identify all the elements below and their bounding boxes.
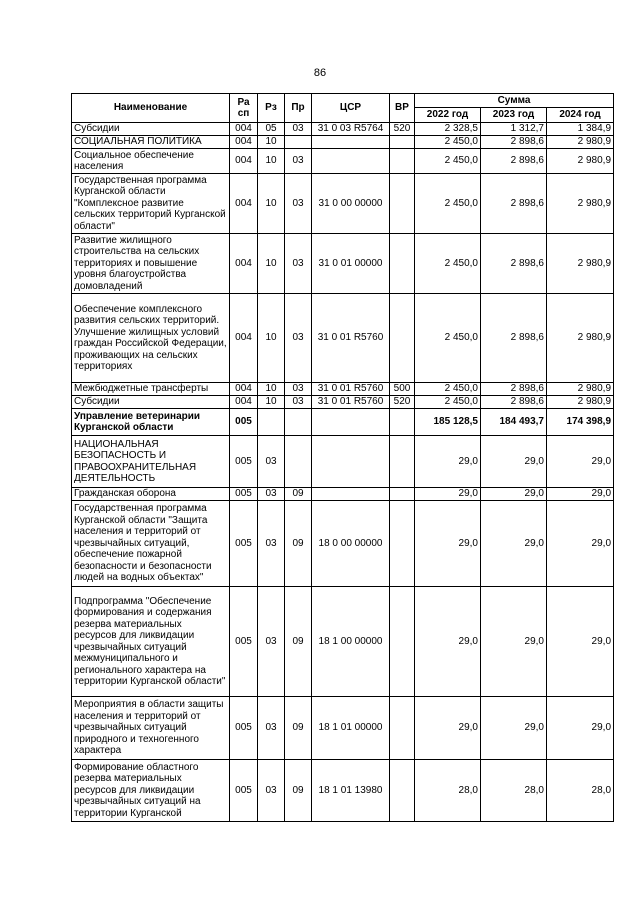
cell-name: Межбюджетные трансферты [72, 383, 230, 396]
cell-rz: 10 [258, 383, 285, 396]
cell-value-2024: 29,0 [547, 587, 614, 697]
cell-value-2022: 29,0 [415, 488, 481, 501]
cell-name: Обеспечение комплексного развития сельских территорий. Улучшение жилищных условий граждан Российской Федерации, проживающих на сельских территориях [72, 294, 230, 383]
cell-value-2024: 2 980,9 [547, 234, 614, 294]
cell-value-2023: 29,0 [481, 587, 547, 697]
cell-rasp: 005 [230, 587, 258, 697]
header-name: Наименование [72, 94, 230, 123]
cell-value-2023: 2 898,6 [481, 383, 547, 396]
header-csr: ЦСР [312, 94, 390, 123]
cell-value-2022: 29,0 [415, 436, 481, 488]
table-row [72, 409, 614, 436]
cell-value-2022: 2 450,0 [415, 294, 481, 383]
cell-rasp: 004 [230, 294, 258, 383]
cell-name: НАЦИОНАЛЬНАЯ БЕЗОПАСНОСТЬ И ПРАВООХРАНИТЕЛЬНАЯ ДЕЯТЕЛЬНОСТЬ [72, 436, 230, 488]
cell-value-2022: 29,0 [415, 697, 481, 760]
cell-value-2024: 29,0 [547, 501, 614, 587]
table-row [72, 396, 614, 409]
cell-value-2023: 2 898,6 [481, 234, 547, 294]
cell-value-2023: 29,0 [481, 501, 547, 587]
cell-value-2024: 2 980,9 [547, 174, 614, 234]
cell-value-2024: 2 980,9 [547, 149, 614, 174]
cell-rasp: 005 [230, 488, 258, 501]
cell-name: Формирование областного резерва материальных ресурсов для ликвидации чрезвычайных ситуаций на территории Курганской [72, 760, 230, 822]
cell-vr [390, 149, 415, 174]
cell-csr [312, 409, 390, 436]
cell-name: Гражданская оборона [72, 488, 230, 501]
cell-vr: 520 [390, 123, 415, 136]
cell-value-2022: 2 450,0 [415, 136, 481, 149]
cell-value-2022: 2 450,0 [415, 174, 481, 234]
cell-value-2024: 2 980,9 [547, 136, 614, 149]
cell-rz: 10 [258, 174, 285, 234]
cell-csr [312, 136, 390, 149]
cell-name: СОЦИАЛЬНАЯ ПОЛИТИКА [72, 136, 230, 149]
cell-value-2024: 29,0 [547, 488, 614, 501]
table-row [72, 587, 614, 697]
cell-pr [285, 136, 312, 149]
table-row [72, 234, 614, 294]
header-2022: 2022 год [415, 108, 481, 123]
cell-value-2024: 1 384,9 [547, 123, 614, 136]
budget-table [71, 93, 614, 822]
cell-value-2023: 29,0 [481, 436, 547, 488]
table-row [72, 488, 614, 501]
cell-rz: 05 [258, 123, 285, 136]
cell-vr: 520 [390, 396, 415, 409]
cell-pr [285, 409, 312, 436]
cell-rz: 10 [258, 396, 285, 409]
cell-value-2022: 2 450,0 [415, 149, 481, 174]
cell-rasp: 004 [230, 149, 258, 174]
cell-vr [390, 587, 415, 697]
cell-vr [390, 174, 415, 234]
cell-csr: 31 0 03 R5764 [312, 123, 390, 136]
header-2023: 2023 год [481, 108, 547, 123]
table-row [72, 294, 614, 383]
cell-rasp: 004 [230, 123, 258, 136]
table-row [72, 501, 614, 587]
cell-csr: 18 1 00 00000 [312, 587, 390, 697]
cell-pr: 03 [285, 294, 312, 383]
cell-value-2023: 2 898,6 [481, 396, 547, 409]
cell-name: Подпрограмма "Обеспечение формирования и содержания резерва материальных ресурсов для ликвидации чрезвычайных ситуаций межмуниципального и регионального характера на территории Курганской области" [72, 587, 230, 697]
table-row [72, 174, 614, 234]
cell-value-2022: 2 450,0 [415, 396, 481, 409]
cell-value-2023: 29,0 [481, 488, 547, 501]
cell-value-2022: 29,0 [415, 587, 481, 697]
header-sum: Сумма [415, 94, 614, 108]
cell-rz: 10 [258, 149, 285, 174]
cell-value-2022: 2 328,5 [415, 123, 481, 136]
header-pr: Пр [285, 94, 312, 123]
cell-csr: 18 0 00 00000 [312, 501, 390, 587]
cell-name: Государственная программа Курганской области "Комплексное развитие сельских территорий Курганской области" [72, 174, 230, 234]
cell-rasp: 005 [230, 760, 258, 822]
cell-csr: 18 1 01 00000 [312, 697, 390, 760]
cell-pr: 09 [285, 488, 312, 501]
cell-rasp: 004 [230, 234, 258, 294]
cell-vr [390, 436, 415, 488]
cell-name: Субсидии [72, 123, 230, 136]
table-row [72, 383, 614, 396]
cell-pr: 03 [285, 149, 312, 174]
cell-csr [312, 149, 390, 174]
cell-vr: 500 [390, 383, 415, 396]
table-row [72, 697, 614, 760]
cell-csr: 31 0 01 R5760 [312, 383, 390, 396]
cell-name: Субсидии [72, 396, 230, 409]
cell-value-2023: 2 898,6 [481, 174, 547, 234]
cell-csr [312, 488, 390, 501]
cell-rasp: 005 [230, 409, 258, 436]
cell-value-2023: 29,0 [481, 697, 547, 760]
header-vr: ВР [390, 94, 415, 123]
cell-name: Государственная программа Курганской области "Защита населения и территорий от чрезвычайных ситуаций, обеспечение пожарной безопасности и безопасности людей на водных объектах" [72, 501, 230, 587]
cell-pr: 09 [285, 501, 312, 587]
table-row [72, 760, 614, 822]
cell-pr: 03 [285, 174, 312, 234]
cell-csr: 31 0 01 00000 [312, 234, 390, 294]
cell-csr: 31 0 01 R5760 [312, 294, 390, 383]
cell-value-2023: 2 898,6 [481, 136, 547, 149]
cell-name: Мероприятия в области защиты населения и территорий от чрезвычайных ситуаций природного и техногенного характера [72, 697, 230, 760]
cell-rasp: 005 [230, 436, 258, 488]
cell-csr [312, 436, 390, 488]
cell-vr [390, 488, 415, 501]
table-row [72, 436, 614, 488]
cell-csr: 31 0 01 R5760 [312, 396, 390, 409]
cell-vr [390, 760, 415, 822]
cell-value-2023: 184 493,7 [481, 409, 547, 436]
table-row [72, 149, 614, 174]
cell-name: Управление ветеринарии Курганской области [72, 409, 230, 436]
cell-value-2022: 2 450,0 [415, 383, 481, 396]
cell-vr [390, 136, 415, 149]
cell-rz: 03 [258, 436, 285, 488]
cell-value-2022: 28,0 [415, 760, 481, 822]
cell-vr [390, 234, 415, 294]
cell-name: Развитие жилищного строительства на сельских территориях и повышение уровня благоустройства домовладений [72, 234, 230, 294]
cell-name: Социальное обеспечение населения [72, 149, 230, 174]
header-rz: Рз [258, 94, 285, 123]
cell-value-2024: 2 980,9 [547, 396, 614, 409]
cell-value-2023: 1 312,7 [481, 123, 547, 136]
cell-value-2023: 28,0 [481, 760, 547, 822]
cell-rz: 03 [258, 587, 285, 697]
cell-vr [390, 294, 415, 383]
cell-rz: 10 [258, 294, 285, 383]
header-rasp: Ра сп [230, 94, 258, 123]
cell-pr: 03 [285, 396, 312, 409]
cell-value-2024: 29,0 [547, 697, 614, 760]
cell-csr: 18 1 01 13980 [312, 760, 390, 822]
cell-value-2024: 2 980,9 [547, 383, 614, 396]
cell-value-2023: 2 898,6 [481, 149, 547, 174]
cell-value-2023: 2 898,6 [481, 294, 547, 383]
cell-value-2024: 28,0 [547, 760, 614, 822]
cell-rz: 03 [258, 760, 285, 822]
cell-rz: 03 [258, 697, 285, 760]
cell-rz: 03 [258, 501, 285, 587]
cell-rasp: 004 [230, 383, 258, 396]
cell-rasp: 004 [230, 136, 258, 149]
cell-vr [390, 409, 415, 436]
cell-value-2022: 185 128,5 [415, 409, 481, 436]
header-2024: 2024 год [547, 108, 614, 123]
cell-rz: 10 [258, 136, 285, 149]
cell-rz: 10 [258, 234, 285, 294]
cell-value-2024: 174 398,9 [547, 409, 614, 436]
cell-pr: 09 [285, 760, 312, 822]
cell-rasp: 005 [230, 501, 258, 587]
cell-pr: 09 [285, 697, 312, 760]
cell-value-2024: 29,0 [547, 436, 614, 488]
cell-rz [258, 409, 285, 436]
cell-pr: 03 [285, 383, 312, 396]
table-row [72, 123, 614, 136]
table-row [72, 136, 614, 149]
cell-value-2022: 29,0 [415, 501, 481, 587]
cell-pr: 09 [285, 587, 312, 697]
cell-csr: 31 0 00 00000 [312, 174, 390, 234]
cell-pr: 03 [285, 234, 312, 294]
cell-value-2024: 2 980,9 [547, 294, 614, 383]
page-number: 86 [313, 67, 327, 79]
cell-rz: 03 [258, 488, 285, 501]
cell-rasp: 004 [230, 174, 258, 234]
cell-rasp: 005 [230, 697, 258, 760]
cell-pr: 03 [285, 123, 312, 136]
cell-pr [285, 436, 312, 488]
cell-vr [390, 501, 415, 587]
cell-value-2022: 2 450,0 [415, 234, 481, 294]
cell-rasp: 004 [230, 396, 258, 409]
cell-vr [390, 697, 415, 760]
